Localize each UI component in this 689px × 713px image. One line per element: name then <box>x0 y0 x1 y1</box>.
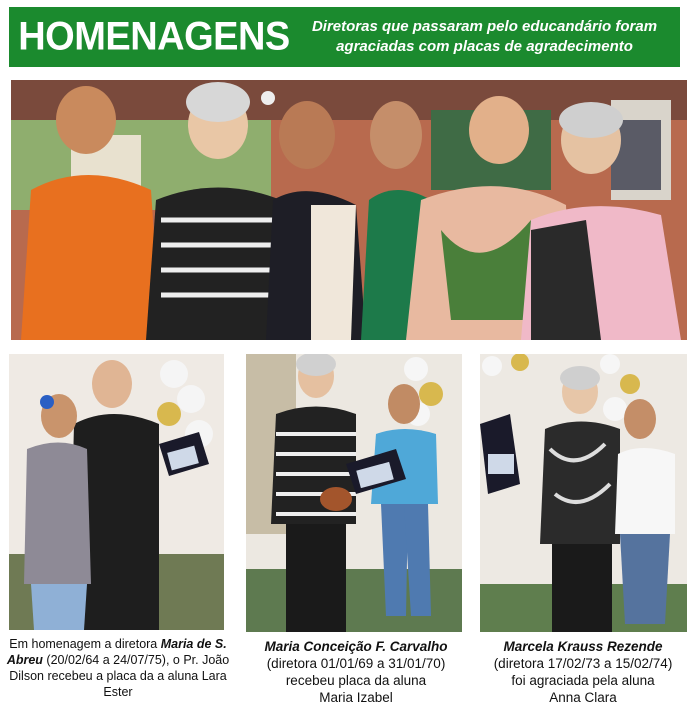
banner-subtitle: Diretoras que passaram pelo educandário foram agraciadas com placas de agradecimento <box>311 18 658 55</box>
caption-3-text: foi agraciada pela aluna <box>511 673 655 688</box>
caption-1-post: (20/02/64 a 24/07/75), o Pr. João Dilson recebeu a placa da a aluna Lara Ester <box>9 653 230 699</box>
caption-2-name: Maria Conceição F. Carvalho <box>264 639 448 654</box>
caption-3-name: Marcela Krauss Rezende <box>503 639 663 654</box>
photo-lara-ester-plaque <box>9 354 224 630</box>
caption-2-text: recebeu placa da aluna <box>285 673 427 688</box>
caption-maria-conceicao <box>240 638 472 706</box>
caption-maria-de-s-abreu <box>4 636 232 700</box>
caption-3-dates: (diretora 17/02/73 a 15/02/74) <box>493 656 673 671</box>
banner-title: HOMENAGENS <box>18 14 290 60</box>
group-photo <box>11 80 687 340</box>
caption-3-student: Anna Clara <box>549 690 617 705</box>
caption-2-student: Maria Izabel <box>319 690 393 705</box>
photo-anna-clara-plaque <box>480 354 687 632</box>
caption-2-dates: (diretora 01/01/69 a 31/01/70) <box>266 656 446 671</box>
header-banner <box>9 7 680 67</box>
caption-marcela-krauss <box>476 638 689 706</box>
photo-maria-izabel-plaque <box>246 354 462 632</box>
caption-1-name: Maria de S. Abreu <box>6 637 227 667</box>
caption-1-pre: Em homenagem a diretora <box>9 637 161 651</box>
